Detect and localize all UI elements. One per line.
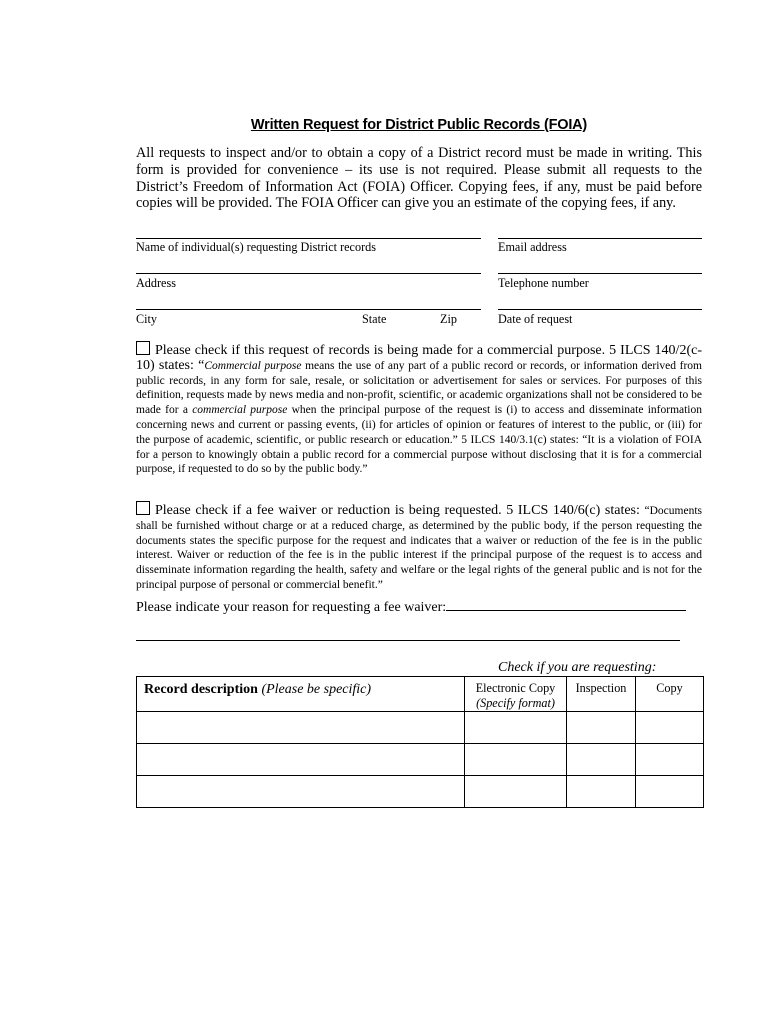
waiver-text: “Documents shall be furnished without charge or at a reduced charge, as determined by the public body, if the person requesting the documents states the specific purpose for the request and indicates that a waiver or reduction of the fee is in the public interest. Waiver or reduction of the fee is in the public interest if the principal purpose of the request is to access and disseminate information regarding the health, safety and welfare or the legal rights of the general public and is not for the principal purpose of personal or commercial benefit.” bbox=[136, 505, 702, 591]
electronic-copy-cell[interactable] bbox=[465, 776, 567, 808]
record-description-cell[interactable] bbox=[137, 744, 465, 776]
table-header-row bbox=[137, 677, 704, 712]
table-row bbox=[137, 744, 704, 776]
fee-waiver-reason-field[interactable] bbox=[446, 598, 686, 611]
record-description-cell[interactable] bbox=[137, 712, 465, 744]
inspection-header: Inspection bbox=[567, 677, 636, 712]
table-row bbox=[137, 712, 704, 744]
address-label: Address bbox=[136, 276, 176, 290]
zip-label: Zip bbox=[440, 312, 457, 326]
email-label: Email address bbox=[498, 240, 567, 254]
telephone-field[interactable] bbox=[498, 273, 702, 274]
city-state-zip-field[interactable] bbox=[136, 309, 481, 310]
name-label: Name of individual(s) requesting District records bbox=[136, 240, 376, 254]
fee-waiver-reason-label: Please indicate your reason for requesting a fee waiver: bbox=[136, 600, 447, 615]
intro-paragraph: All requests to inspect and/or to obtain a copy of a District record must be made in writing. This form is provided for convenience – its use is not required. Please submit all requests to the District’s Freedom of Information Act (FOIA) Officer. Copying fees, if any, must be paid before copies will be provided. The FOIA Officer can give you an estimate of the copying fees, if any. bbox=[136, 145, 702, 212]
state-label: State bbox=[362, 312, 387, 326]
electronic-copy-header: Electronic Copy (Specify format) bbox=[465, 677, 567, 712]
inspection-cell[interactable] bbox=[567, 712, 636, 744]
copy-cell[interactable] bbox=[636, 712, 704, 744]
commercial-purpose-paragraph bbox=[136, 341, 702, 477]
fee-waiver-reason bbox=[136, 598, 686, 616]
copy-cell[interactable] bbox=[636, 776, 704, 808]
waiver-lead: Please check if a fee waiver or reduction is being requested. 5 ILCS 140/6(c) states: bbox=[155, 503, 645, 518]
name-field[interactable] bbox=[136, 238, 481, 239]
date-label: Date of request bbox=[498, 312, 573, 326]
table-row bbox=[137, 776, 704, 808]
commercial-term-2: commercial purpose bbox=[192, 404, 288, 417]
commercial-text-1: means the use of any part of a public record or records, or information derived from public records, in any form for sale, resale, or solicitation or advertisement for sales or services. For purposes of this definition, requests made by news media and non-profit, scientific, or academic organizations shall not be considered to be made for a bbox=[136, 359, 703, 417]
date-field[interactable] bbox=[498, 309, 702, 310]
commercial-lead: Please check if this request of records is being made for a commercial purpose. 5 ILCS 140/2(c-10) states: “ bbox=[136, 343, 702, 373]
record-description-cell[interactable] bbox=[137, 776, 465, 808]
fee-waiver-paragraph bbox=[136, 501, 702, 593]
telephone-label: Telephone number bbox=[498, 276, 589, 290]
inspection-cell[interactable] bbox=[567, 776, 636, 808]
commercial-purpose-checkbox[interactable] bbox=[136, 341, 150, 355]
records-table bbox=[136, 676, 704, 808]
fee-waiver-reason-field-2[interactable] bbox=[136, 640, 680, 641]
email-field[interactable] bbox=[498, 238, 702, 239]
fee-waiver-checkbox[interactable] bbox=[136, 501, 150, 515]
copy-cell[interactable] bbox=[636, 744, 704, 776]
record-description-header: Record description (Please be specific) bbox=[137, 677, 465, 712]
check-requesting-header: Check if you are requesting: bbox=[498, 660, 657, 675]
form-title: Written Request for District Public Records (FOIA) bbox=[250, 117, 588, 133]
electronic-copy-cell[interactable] bbox=[465, 712, 567, 744]
commercial-term-1: Commercial purpose bbox=[204, 359, 302, 372]
city-label: City bbox=[136, 312, 157, 326]
address-field[interactable] bbox=[136, 273, 481, 274]
inspection-cell[interactable] bbox=[567, 744, 636, 776]
electronic-copy-cell[interactable] bbox=[465, 744, 567, 776]
commercial-text-2: when the principal purpose of the request is (i) to access and disseminate information concerning news and current or passing events, (ii) for articles of opinion or features of interest to the public, or (iii) for the purpose of academic, scientific, or public research or education.” 5 ILCS 140/3.1(c) states: “It is a violation of FOIA for a person to knowingly obtain a public record for a commercial purpose without disclosing that it is for a commercial purpose, if requested to do so by the public body.” bbox=[136, 404, 703, 476]
copy-header: Copy bbox=[636, 677, 704, 712]
